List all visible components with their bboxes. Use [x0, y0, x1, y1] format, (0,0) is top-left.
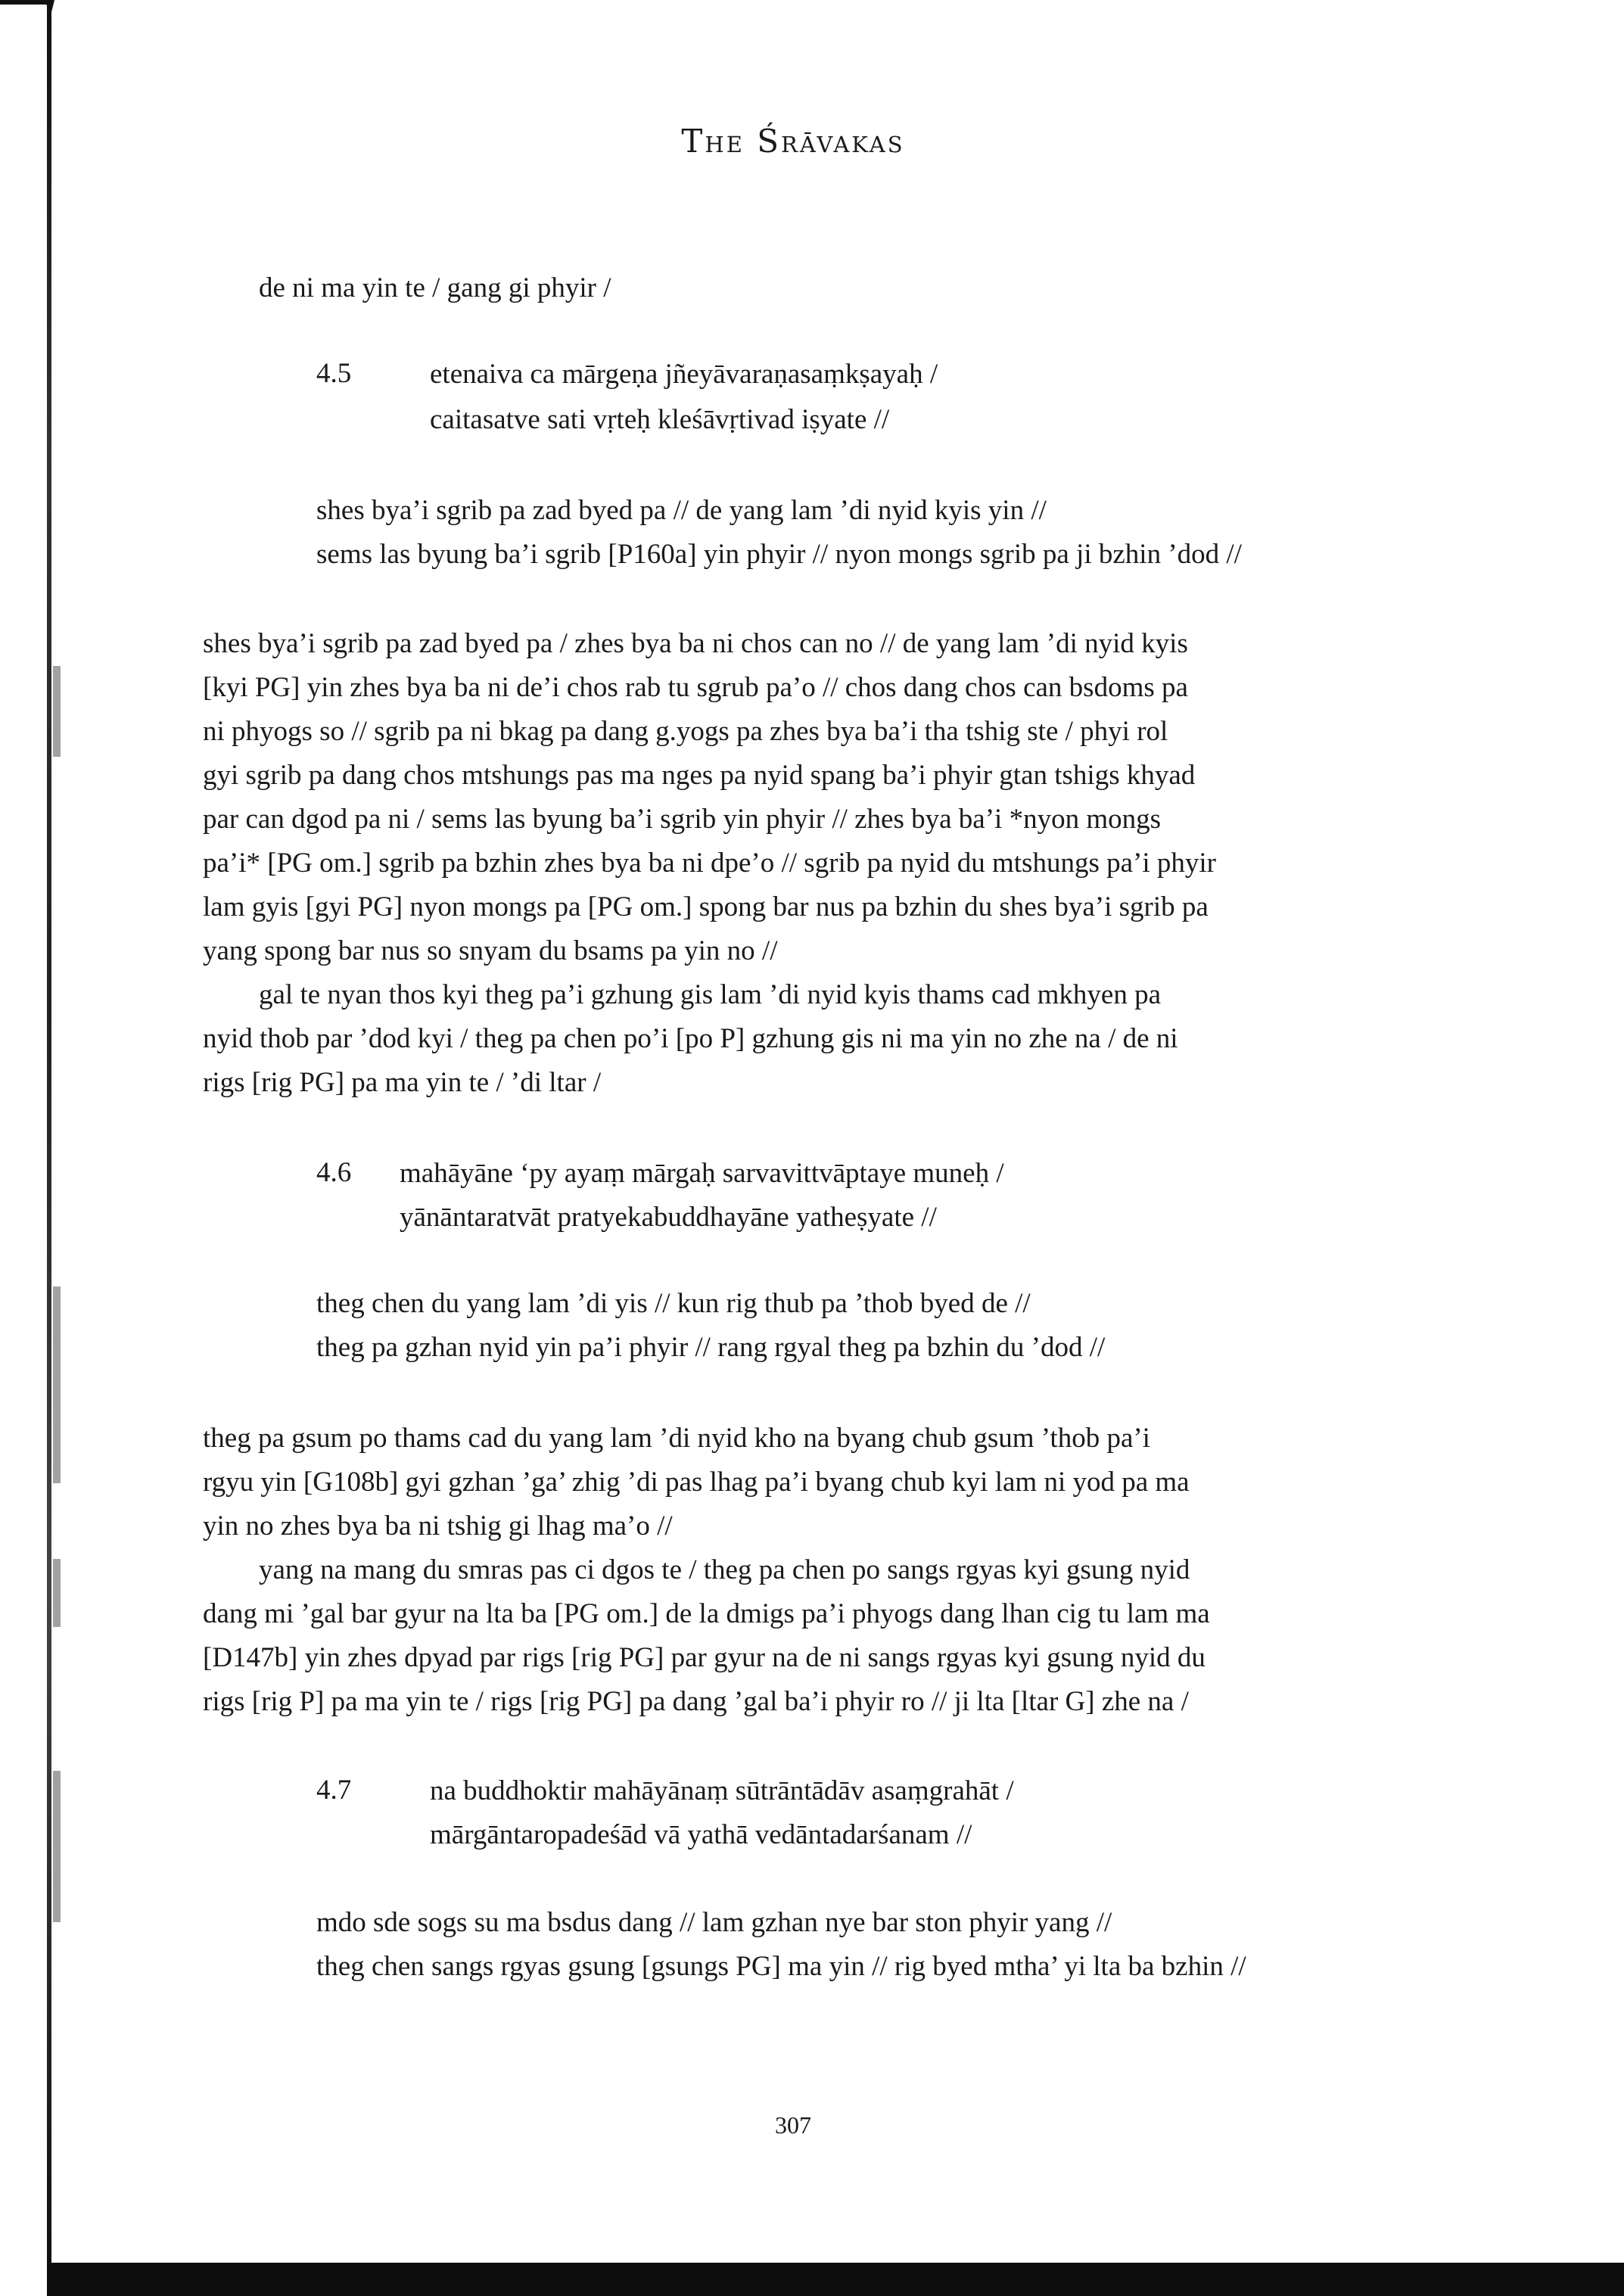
tibetan-verse-line: mdo sde sogs su ma bsdus dang // lam gzhan nye bar ston phyir yang //: [316, 1907, 1112, 1938]
tibetan-verse-line: shes bya’i sgrib pa zad byed pa // de yang lam ’di nyid kyis yin //: [316, 495, 1047, 526]
commentary-line: yang spong bar nus so snyam du bsams pa yin no //: [203, 935, 778, 966]
commentary-line: theg pa gsum po thams cad du yang lam ’di nyid kho na byang chub gsum ’thob pa’i: [203, 1423, 1150, 1454]
sanskrit-line: mahāyāne ‘py ayaṃ mārgaḥ sarvavittvāptaye muneḥ /: [400, 1158, 1004, 1189]
commentary-line: shes bya’i sgrib pa zad byed pa / zhes bya ba ni chos can no // de yang lam ’di nyid kyis: [203, 628, 1188, 659]
commentary-line: gal te nyan thos kyi theg pa’i gzhung gis lam ’di nyid kyis thams cad mkhyen pa: [259, 979, 1162, 1010]
binding-edge: [47, 0, 51, 2263]
commentary-line: [D147b] yin zhes dpyad par rigs [rig PG] par gyur na de ni sangs rgyas kyi gsung nyid du: [203, 1642, 1206, 1673]
sanskrit-line: na buddhoktir mahāyānaṃ sūtrāntādāv asaṃgrahāt /: [430, 1775, 1014, 1806]
commentary-line: lam gyis [gyi PG] nyon mongs pa [PG om.] spong bar nus pa bzhin du shes bya’i sgrib pa: [203, 891, 1209, 922]
tibetan-verse-line: sems las byung ba’i sgrib [P160a] yin phyir // nyon mongs sgrib pa ji bzhin ’dod //: [316, 539, 1242, 570]
sanskrit-line: yānāntaratvāt pratyekabuddhayāne yatheṣyate //: [400, 1202, 937, 1233]
commentary-line: rigs [rig P] pa ma yin te / rigs [rig PG] pa dang ’gal ba’i phyir ro // ji lta [ltar G] zhe na /: [203, 1686, 1189, 1717]
scan-noise: [53, 1559, 61, 1627]
commentary-line: par can dgod pa ni / sems las byung ba’i sgrib yin phyir // zhes bya ba’i *nyon mongs: [203, 804, 1162, 835]
commentary-line: rigs [rig PG] pa ma yin te / ’di ltar /: [203, 1067, 602, 1098]
tibetan-verse-line: theg chen du yang lam ’di yis // kun rig thub pa ’thob byed de //: [316, 1288, 1031, 1319]
scan-bottom-bar: [47, 2263, 1624, 2296]
commentary-line: yang na mang du smras pas ci dgos te / theg pa chen po sangs rgyas kyi gsung nyid: [259, 1554, 1190, 1585]
tibetan-verse-line: theg pa gzhan nyid yin pa’i phyir // rang rgyal theg pa bzhin du ’dod //: [316, 1332, 1106, 1363]
commentary-line: gyi sgrib pa dang chos mtshungs pas ma nges pa nyid spang ba’i phyir gtan tshigs khyad: [203, 760, 1196, 791]
commentary-line: nyid thob par ’dod kyi / theg pa chen po’i [po P] gzhung gis ni ma yin no zhe na / de ni: [203, 1023, 1178, 1054]
intro-line: de ni ma yin te / gang gi phyir /: [259, 272, 611, 303]
running-head: The Śrāvakas: [681, 123, 905, 160]
commentary-line: ni phyogs so // sgrib pa ni bkag pa dang g.yogs pa zhes bya ba’i tha tshig ste / phyi rol: [203, 716, 1168, 747]
commentary-line: [kyi PG] yin zhes bya ba ni de’i chos rab tu sgrub pa’o // chos dang chos can bsdoms pa: [203, 672, 1188, 703]
page-number: 307: [775, 2111, 811, 2139]
tibetan-verse-line: theg chen sangs rgyas gsung [gsungs PG] ma yin // rig byed mtha’ yi lta ba bzhin //: [316, 1951, 1246, 1982]
verse-number: 4.7: [316, 1775, 352, 1806]
commentary-line: dang mi ’gal bar gyur na lta ba [PG om.] de la dmigs pa’i phyogs dang lhan cig tu lam ma: [203, 1598, 1210, 1629]
commentary-line: rgyu yin [G108b] gyi gzhan ’ga’ zhig ’di pas lhag pa’i byang chub kyi lam ni yod pa ma: [203, 1467, 1190, 1498]
scan-noise: [53, 1286, 61, 1483]
scan-noise: [53, 666, 61, 757]
commentary-line: pa’i* [PG om.] sgrib pa bzhin zhes bya ba ni dpe’o // sgrib pa nyid du mtshungs pa’i phyir: [203, 848, 1216, 879]
verse-number: 4.5: [316, 358, 352, 389]
commentary-line: yin no zhes bya ba ni tshig gi lhag ma’o //: [203, 1510, 673, 1542]
verse-number: 4.6: [316, 1157, 352, 1188]
sanskrit-line: etenaiva ca mārgeṇa jñeyāvaraṇasaṃkṣayaḥ /: [430, 359, 938, 390]
sanskrit-line: caitasatve sati vṛteḥ kleśāvṛtivad iṣyate //: [430, 404, 890, 435]
scan-noise: [53, 1771, 61, 1922]
sanskrit-line: mārgāntaropadeśād vā yathā vedāntadarśanam //: [430, 1819, 972, 1850]
binding-top: [0, 0, 48, 5]
